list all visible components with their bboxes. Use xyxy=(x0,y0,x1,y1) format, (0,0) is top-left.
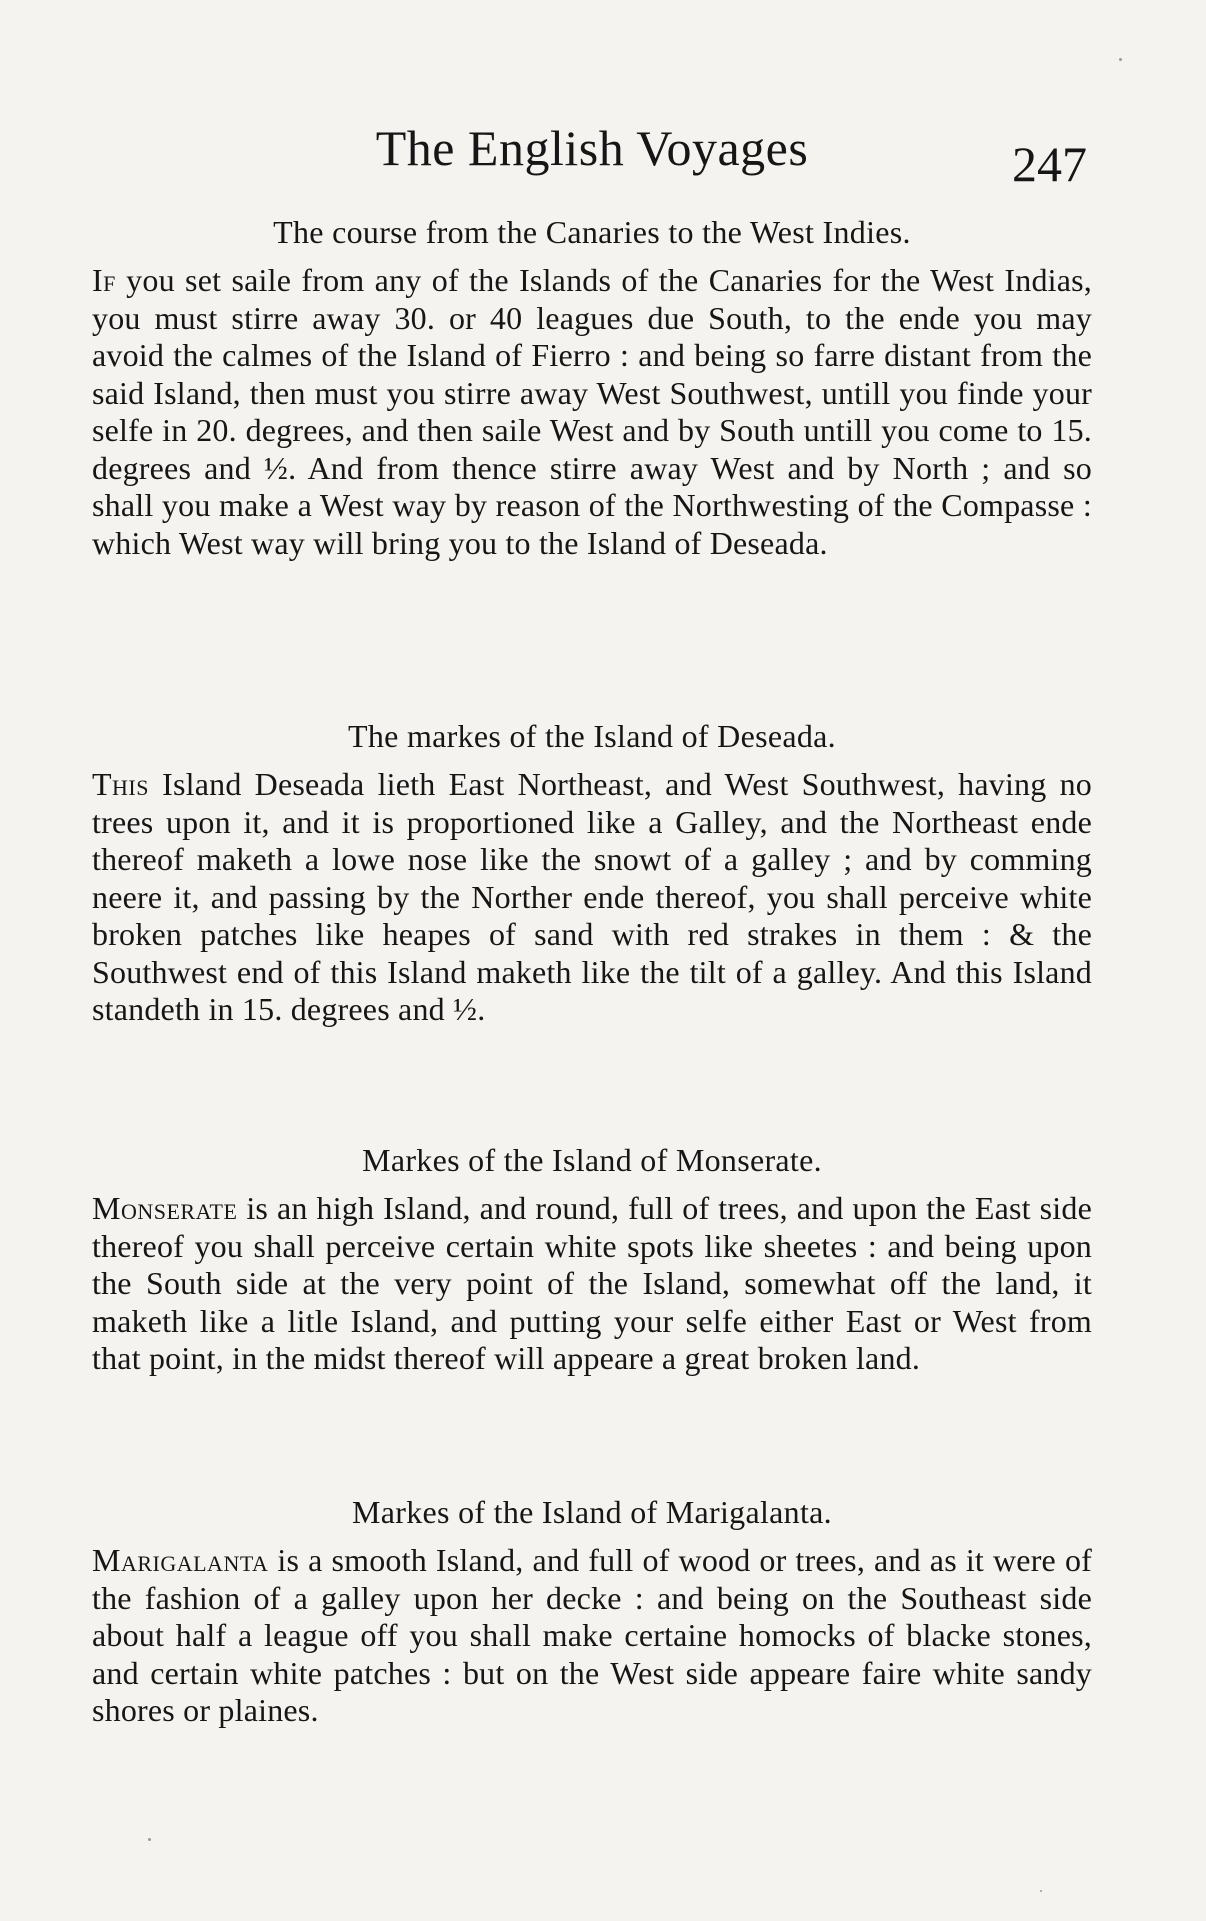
paragraph-lead: If xyxy=(92,262,116,298)
section-marigalanta xyxy=(92,1492,1092,1730)
section-heading: Markes of the Island of Monserate. xyxy=(362,1142,822,1178)
section-monserate xyxy=(92,1140,1092,1378)
paper-speck xyxy=(1119,58,1122,61)
paragraph-lead: Marigalanta xyxy=(92,1542,269,1578)
paragraph-text: is a smooth Island, and full of wood or trees, and as it were of the fashion of a galley upon her decke : and being on the Southeast side about half a league off you shall make certaine homocks of blacke stones, and certain white patches : but on the West side appeare faire white sandy shores or plaines. xyxy=(92,1542,1092,1728)
paragraph-lead: Monserate xyxy=(92,1190,238,1226)
page-body xyxy=(92,0,1092,1921)
section-paragraph xyxy=(92,766,1092,1029)
section-heading: The course from the Canaries to the West Indies. xyxy=(273,214,911,250)
section-heading: Markes of the Island of Marigalanta. xyxy=(352,1494,832,1530)
paper-speck xyxy=(148,1838,151,1841)
paragraph-lead: This xyxy=(92,766,149,802)
page-number: 247 xyxy=(1012,136,1087,192)
paragraph-text: is an high Island, and round, full of trees, and upon the East side thereof you shall perceive certain white spots like sheetes : and being upon the South side at the very point of the Island, somewhat off the land, it maketh like a litle Island, and putting your selfe either East or West from that point, in the midst thereof will appeare a great broken land. xyxy=(92,1190,1092,1376)
paper-speck xyxy=(1040,1890,1042,1892)
paragraph-text: you set saile from any of the Islands of the Canaries for the West Indias, you must stirre away 30. or 40 leagues due South, to the ende you may avoid the calmes of the Island of Fierro : and being so farre distant from the said Island, then must you stirre away West Southwest, untill you finde your selfe in 20. degrees, and then saile West and by South untill you come to 15. degrees and ½. And from thence stirre away West and by North ; and so shall you make a West way by reason of the Northwesting of the Compasse : which West way will bring you to the Island of Deseada. xyxy=(92,262,1092,561)
section-canaries-course xyxy=(92,212,1092,562)
section-paragraph xyxy=(92,262,1092,562)
running-title: The English Voyages xyxy=(375,120,809,176)
section-paragraph xyxy=(92,1190,1092,1378)
section-heading: The markes of the Island of Deseada. xyxy=(348,718,836,754)
paragraph-text: Island Deseada lieth East Northeast, and West Southwest, having no trees upon it, and it is proportioned like a Galley, and the Northeast ende thereof maketh a lowe nose like the snowt of a galley ; and by comming neere it, and passing by the Norther ende thereof, you shall perceive white broken patches like heapes of sand with red strakes in them : & the Southwest end of this Island maketh like the tilt of a galley. And this Island standeth in 15. degrees and ½. xyxy=(92,766,1092,1027)
section-paragraph xyxy=(92,1542,1092,1730)
section-deseada xyxy=(92,716,1092,1029)
running-header xyxy=(92,118,1092,192)
